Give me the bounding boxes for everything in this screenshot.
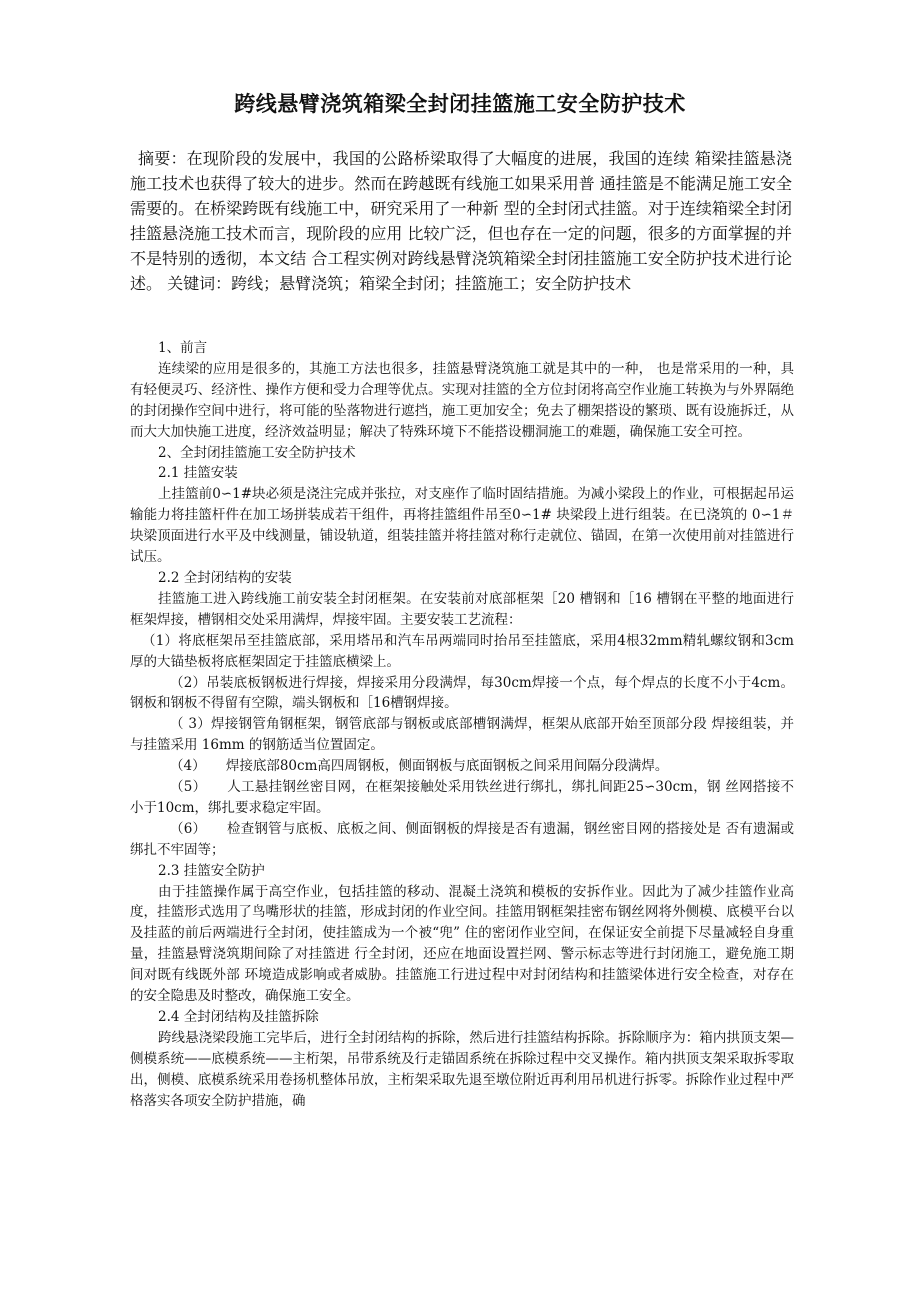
process-step-2: （2）吊装底板钢板进行焊接，焊接采用分段满焊，每30cm焊接一个点，每个焊点的长度不小于4cm。钢板和钢板不得留有空隙，端头钢板和［16槽钢焊接。 bbox=[130, 674, 794, 712]
process-step-5: （5） 人工悬挂钢丝密目网，在框架接触处采用铁丝进行绑扎，绑扎间距25∽30cm，钢 丝网搭接不小于10cm，绑扎要求稳定牢固。 bbox=[130, 779, 794, 816]
installation-paragraph: 上挂篮前0∽1#块必须是浇注完成并张拉，对支座作了临时固结措施。为减小梁段上的作业，可根据起吊运输能力将挂篮杆件在加工场拼装成若干组件，再将挂篮组件吊至0∽1# 块梁段上进行组装。在已浇筑的 0∽1＃块梁顶面进行水平及中线测量，铺设轨道，组装挂篮并将挂篮对称行走就位、锚固，在第一次使用前对挂篮进行试压。 bbox=[130, 486, 794, 566]
enclosure-install-paragraph: 挂篮施工进入跨线施工前安装全封闭框架。在安装前对底部框架［20 槽钢和［16 槽钢在平整的地面进行框架焊接，槽钢相交处采用满焊，焊接牢固。主要安装工艺流程： bbox=[130, 590, 794, 628]
section-heading-introduction: 1、前言 bbox=[158, 340, 208, 356]
subsection-heading-installation: 2.1 挂篮安装 bbox=[158, 465, 238, 482]
subsection-heading-removal: 2.4 全封闭结构及挂篮拆除 bbox=[158, 1009, 319, 1025]
process-step-6: （6） 检查钢管与底板、底板之间、侧面钢板的焊接是否有遗漏，钢丝密目网的搭接处是 否有遗漏或绑扎不牢固等； bbox=[130, 820, 794, 858]
removal-paragraph: 跨线悬浇梁段施工完毕后，进行全封闭结构的拆除，然后进行挂篮结构拆除。拆除顺序为：箱内拱顶支架—侧模系统——底模系统——主桁架，吊带系统及行走锚固系统在拆除过程中交叉操作。箱内拱顶支架采取拆零取出，侧模、底模系统采用卷扬机整体吊放，主桁架采取先退至墩位附近再利用吊机进行拆零。拆除作业过程中严格落实各项安全防护措施，确 bbox=[130, 1029, 794, 1109]
document-title: 跨线悬臂浇筑箱梁全封闭挂篮施工安全防护技术 bbox=[234, 91, 686, 116]
section-heading-safety-technology: 2、全封闭挂篮施工安全防护技术 bbox=[158, 444, 356, 461]
introduction-paragraph: 连续梁的应用是很多的，其施工方法也很多，挂篮悬臂浇筑施工就是其中的一种， 也是常采用的一种，具有轻便灵巧、经济性、操作方便和受力合理等优点。实现对挂篮的全方位封闭将高空作业施工转换为与外界隔绝的封闭操作空间中进行，将可能的坠落物进行遮挡，施工更加安全；免去了棚架搭设的繁琐、既有设施拆迁，从而大大加快施工进度，经济效益明显；解决了特殊环境下不能搭设棚洞施工的难题，确保施工安全可控。 bbox=[130, 360, 794, 440]
document-body bbox=[130, 338, 794, 1112]
process-step-4: （4） 焊接底部80cm高四周钢板，侧面钢板与底面钢板之间采用间隔分段满焊。 bbox=[170, 758, 669, 775]
safety-protection-paragraph: 由于挂篮操作属于高空作业，包括挂篮的移动、混凝土浇筑和模板的安拆作业。因此为了减少挂篮作业高度，挂篮形式选用了鸟嘴形状的挂篮，形成封闭的作业空间。挂篮用钢框架挂密布钢丝网将外侧模、底模平台以及挂蓝的前后两端进行全封闭，使挂篮成为一个被“兜” 住的密闭作业空间，在保证安全前提下尽量减轻自身重量，挂篮悬臂浇筑期间除了对挂篮进 行全封闭，还应在地面设置拦网、警示标志等进行封闭施工，避免施工期间对既有线既外部 环境造成影响或者威胁。挂篮施工行进过程中对封闭结构和挂篮梁体进行安全检查，对存在 的安全隐患及时整改，确保施工安全。 bbox=[130, 883, 794, 1005]
subsection-heading-safety-protection: 2.3 挂篮安全防护 bbox=[158, 862, 265, 879]
subsection-heading-enclosure-install: 2.2 全封闭结构的安装 bbox=[158, 569, 292, 586]
process-step-3: （ 3）焊接钢管角钢框架，钢管底部与钢板或底部槽钢满焊，框架从底部开始至顶部分段 焊接组装，并与挂篮采用 16mm 的钢筋适当位置固定。 bbox=[130, 716, 794, 754]
abstract-paragraph: 摘要：在现阶段的发展中，我国的公路桥梁取得了大幅度的进展，我国的连续 箱梁挂篮悬浇施工技术也获得了较大的进步。然而在跨越既有线施工如果采用普 通挂篮是不能满足施工安全需要的。在桥梁跨既有线施工中，研究采用了一种新 型的全封闭式挂篮。对于连续箱梁全封闭挂篮悬浇施工技术而言，现阶段的应用 比较广泛，但也存在一定的问题，很多的方面掌握的并不是特别的透彻，本文结 合工程实例对跨线悬臂浇筑箱梁全封闭挂篮施工安全防护技术进行论述。 关键词：跨线；悬臂浇筑；箱梁全封闭；挂篮施工；安全防护技术 bbox=[130, 149, 792, 293]
process-step-1: （1）将底框架吊至挂篮底部，采用塔吊和汽车吊两端同时抬吊至挂篮底，采用4根32mm精轧螺纹钢和3cm厚的大锚垫板将底框架固定于挂篮底横梁上。 bbox=[130, 632, 794, 670]
